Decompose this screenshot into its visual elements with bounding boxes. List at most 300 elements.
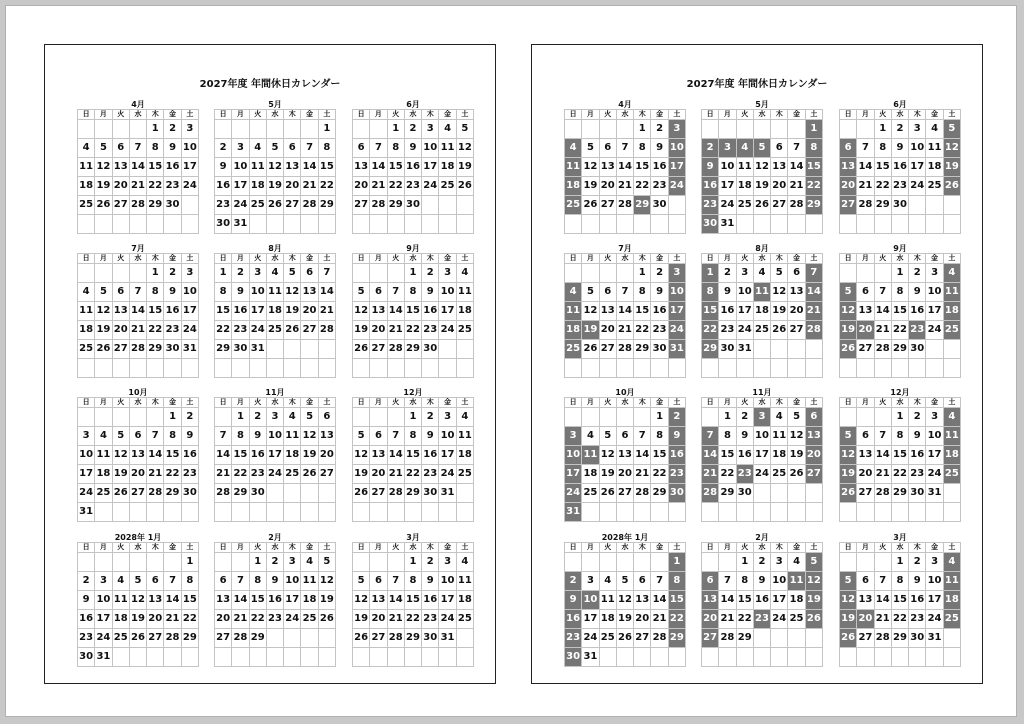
day-cell: 10 — [266, 427, 283, 446]
empty-cell — [582, 264, 599, 283]
month-title: 2月 — [755, 533, 769, 542]
day-cell: 4 — [95, 427, 112, 446]
month-calendar — [77, 533, 199, 667]
empty-cell — [95, 553, 112, 572]
weekday-header: 木 — [909, 254, 926, 264]
day-cell: 7 — [129, 283, 146, 302]
empty-cell — [215, 408, 232, 427]
day-cell: 2 — [164, 264, 181, 283]
empty-cell — [439, 196, 456, 215]
weekday-header: 金 — [439, 543, 456, 553]
weekday-header: 土 — [668, 543, 685, 553]
day-cell: 27 — [857, 629, 874, 648]
day-cell: 29 — [232, 484, 249, 503]
empty-cell — [599, 359, 616, 378]
day-cell: 21 — [616, 177, 633, 196]
day-cell: 10 — [736, 283, 753, 302]
holiday-cell: 26 — [840, 484, 857, 503]
day-cell: 21 — [232, 610, 249, 629]
day-cell: 3 — [909, 120, 926, 139]
day-cell: 21 — [387, 321, 404, 340]
holiday-cell: 16 — [668, 446, 685, 465]
day-cell: 26 — [353, 340, 370, 359]
empty-cell — [387, 215, 404, 234]
empty-cell — [616, 215, 633, 234]
day-cell: 3 — [771, 553, 788, 572]
day-cell: 26 — [95, 196, 112, 215]
day-cell: 16 — [215, 177, 232, 196]
empty-cell — [215, 503, 232, 522]
day-cell: 11 — [284, 427, 301, 446]
day-cell: 19 — [599, 465, 616, 484]
day-cell: 27 — [215, 629, 232, 648]
day-cell: 13 — [215, 591, 232, 610]
day-cell: 6 — [771, 139, 788, 158]
day-cell: 18 — [95, 465, 112, 484]
day-cell: 1 — [232, 408, 249, 427]
weekday-header: 水 — [266, 110, 283, 120]
weekday-header: 日 — [353, 398, 370, 408]
month-calendar — [352, 533, 474, 667]
day-cell: 17 — [439, 446, 456, 465]
weekday-header: 土 — [181, 398, 198, 408]
weekday-header: 金 — [439, 398, 456, 408]
month-title: 2028年 1月 — [114, 533, 162, 542]
day-cell: 10 — [926, 572, 943, 591]
day-cell: 18 — [926, 158, 943, 177]
empty-cell — [736, 359, 753, 378]
weekday-header: 金 — [439, 110, 456, 120]
day-cell: 15 — [891, 302, 908, 321]
day-cell: 15 — [147, 302, 164, 321]
day-cell: 17 — [771, 591, 788, 610]
day-cell: 15 — [147, 158, 164, 177]
day-cell: 5 — [95, 283, 112, 302]
weekday-header: 土 — [318, 110, 335, 120]
day-cell: 24 — [439, 465, 456, 484]
empty-cell — [387, 359, 404, 378]
holiday-cell: 15 — [668, 591, 685, 610]
day-cell: 10 — [771, 572, 788, 591]
empty-cell — [943, 359, 960, 378]
holiday-cell: 12 — [840, 446, 857, 465]
empty-cell — [753, 629, 770, 648]
weekday-header: 土 — [668, 398, 685, 408]
day-cell: 17 — [284, 591, 301, 610]
month-title: 12月 — [403, 388, 423, 397]
day-cell: 31 — [181, 340, 198, 359]
day-cell: 12 — [318, 572, 335, 591]
day-cell: 11 — [456, 283, 473, 302]
empty-cell — [301, 484, 318, 503]
day-cell: 21 — [874, 610, 891, 629]
day-cell: 27 — [112, 196, 129, 215]
weekday-header: 月 — [370, 543, 387, 553]
empty-cell — [353, 408, 370, 427]
empty-cell — [301, 215, 318, 234]
weekday-header: 水 — [891, 398, 908, 408]
weekday-header: 水 — [891, 543, 908, 553]
day-cell: 16 — [651, 302, 668, 321]
month-calendar — [352, 388, 474, 522]
day-cell: 20 — [353, 177, 370, 196]
holiday-cell: 13 — [805, 427, 822, 446]
day-cell: 10 — [439, 283, 456, 302]
holiday-cell: 21 — [702, 465, 719, 484]
empty-cell — [753, 340, 770, 359]
empty-cell — [301, 120, 318, 139]
weekday-header: 金 — [926, 110, 943, 120]
day-cell: 19 — [753, 177, 770, 196]
day-cell: 16 — [909, 446, 926, 465]
month-title: 3月 — [893, 533, 907, 542]
day-cell: 5 — [616, 572, 633, 591]
day-cell: 7 — [387, 427, 404, 446]
day-cell: 14 — [129, 302, 146, 321]
day-cell: 20 — [318, 446, 335, 465]
holiday-cell: 5 — [943, 120, 960, 139]
holiday-cell: 8 — [805, 139, 822, 158]
day-cell: 2 — [753, 553, 770, 572]
day-cell: 24 — [736, 321, 753, 340]
day-cell: 22 — [651, 465, 668, 484]
weekday-header: 金 — [788, 543, 805, 553]
day-cell: 25 — [599, 629, 616, 648]
day-cell: 27 — [634, 629, 651, 648]
day-cell: 18 — [582, 465, 599, 484]
day-cell: 9 — [422, 572, 439, 591]
empty-cell — [456, 215, 473, 234]
day-cell: 3 — [422, 120, 439, 139]
day-cell: 3 — [736, 264, 753, 283]
day-cell: 4 — [788, 553, 805, 572]
day-cell: 29 — [215, 340, 232, 359]
day-cell: 13 — [112, 302, 129, 321]
month-day-grid — [701, 542, 823, 667]
day-cell: 19 — [582, 177, 599, 196]
month-title: 2028年 1月 — [601, 533, 649, 542]
day-cell: 15 — [891, 446, 908, 465]
day-cell: 25 — [249, 196, 266, 215]
day-cell: 11 — [78, 158, 95, 177]
month-day-grid — [701, 397, 823, 522]
empty-cell — [634, 408, 651, 427]
empty-cell — [456, 196, 473, 215]
month-calendar — [701, 388, 823, 522]
day-cell: 1 — [181, 553, 198, 572]
weekday-header: 水 — [616, 398, 633, 408]
holiday-cell: 11 — [788, 572, 805, 591]
day-cell: 30 — [651, 340, 668, 359]
day-cell: 5 — [95, 139, 112, 158]
weekday-header: 火 — [599, 110, 616, 120]
day-cell: 25 — [301, 610, 318, 629]
day-cell: 19 — [353, 610, 370, 629]
day-cell: 13 — [857, 446, 874, 465]
month-title: 4月 — [131, 100, 145, 109]
empty-cell — [857, 120, 874, 139]
empty-cell — [78, 264, 95, 283]
weekday-header: 日 — [353, 254, 370, 264]
day-cell: 21 — [129, 321, 146, 340]
empty-cell — [147, 648, 164, 667]
empty-cell — [771, 629, 788, 648]
empty-cell — [284, 340, 301, 359]
day-cell: 7 — [788, 139, 805, 158]
empty-cell — [164, 553, 181, 572]
day-cell: 24 — [78, 484, 95, 503]
empty-cell — [874, 408, 891, 427]
day-cell: 18 — [753, 302, 770, 321]
empty-cell — [857, 264, 874, 283]
day-cell: 24 — [181, 321, 198, 340]
day-cell: 3 — [926, 553, 943, 572]
day-cell: 21 — [147, 465, 164, 484]
weekday-header: 水 — [266, 398, 283, 408]
day-cell: 24 — [439, 610, 456, 629]
empty-cell — [840, 359, 857, 378]
day-cell: 30 — [422, 340, 439, 359]
day-cell: 6 — [857, 572, 874, 591]
day-cell: 12 — [788, 427, 805, 446]
weekday-header: 水 — [753, 398, 770, 408]
holiday-cell: 15 — [702, 302, 719, 321]
day-cell: 28 — [387, 484, 404, 503]
day-cell: 7 — [719, 572, 736, 591]
day-cell: 14 — [387, 446, 404, 465]
day-cell: 2 — [164, 120, 181, 139]
day-cell: 24 — [753, 465, 770, 484]
day-cell: 29 — [249, 629, 266, 648]
day-cell: 17 — [78, 465, 95, 484]
holiday-cell: 26 — [805, 610, 822, 629]
empty-cell — [874, 648, 891, 667]
day-cell: 11 — [599, 591, 616, 610]
empty-cell — [788, 503, 805, 522]
month-title: 12月 — [890, 388, 910, 397]
day-cell: 14 — [857, 158, 874, 177]
day-cell: 17 — [736, 302, 753, 321]
empty-cell — [926, 359, 943, 378]
day-cell: 2 — [249, 408, 266, 427]
day-cell: 2 — [78, 572, 95, 591]
day-cell: 6 — [353, 139, 370, 158]
day-cell: 18 — [456, 446, 473, 465]
holiday-cell: 24 — [668, 321, 685, 340]
weekday-header: 火 — [112, 254, 129, 264]
day-cell: 6 — [370, 283, 387, 302]
day-cell: 27 — [112, 340, 129, 359]
day-cell: 8 — [634, 283, 651, 302]
empty-cell — [181, 648, 198, 667]
day-cell: 13 — [857, 591, 874, 610]
day-cell: 22 — [891, 465, 908, 484]
weekday-header: 土 — [181, 110, 198, 120]
day-cell: 1 — [318, 120, 335, 139]
weekday-header: 木 — [284, 110, 301, 120]
month-day-grid — [214, 397, 336, 522]
holiday-cell: 6 — [702, 572, 719, 591]
empty-cell — [456, 629, 473, 648]
holiday-cell: 25 — [943, 465, 960, 484]
empty-cell — [301, 629, 318, 648]
day-cell: 21 — [634, 465, 651, 484]
day-cell: 1 — [147, 264, 164, 283]
holiday-cell: 7 — [805, 264, 822, 283]
day-cell: 7 — [232, 572, 249, 591]
weekday-header: 水 — [129, 254, 146, 264]
empty-cell — [112, 553, 129, 572]
day-cell: 25 — [284, 465, 301, 484]
holiday-cell: 31 — [668, 340, 685, 359]
empty-cell — [805, 215, 822, 234]
day-cell: 1 — [634, 120, 651, 139]
weekday-header: 日 — [215, 398, 232, 408]
day-cell: 14 — [874, 302, 891, 321]
month-calendar — [352, 244, 474, 378]
weekday-header: 水 — [616, 110, 633, 120]
weekday-header: 日 — [78, 543, 95, 553]
day-cell: 10 — [439, 427, 456, 446]
empty-cell — [719, 648, 736, 667]
empty-cell — [788, 340, 805, 359]
day-cell: 25 — [95, 484, 112, 503]
day-cell: 24 — [284, 610, 301, 629]
weekday-header: 月 — [95, 398, 112, 408]
empty-cell — [422, 196, 439, 215]
day-cell: 11 — [456, 572, 473, 591]
day-cell: 12 — [301, 427, 318, 446]
day-cell: 24 — [926, 321, 943, 340]
empty-cell — [112, 648, 129, 667]
holiday-cell: 18 — [943, 446, 960, 465]
weekday-header: 月 — [857, 254, 874, 264]
empty-cell — [909, 648, 926, 667]
day-cell: 16 — [164, 158, 181, 177]
empty-cell — [651, 359, 668, 378]
empty-cell — [616, 553, 633, 572]
empty-cell — [616, 264, 633, 283]
day-cell: 16 — [909, 302, 926, 321]
day-cell: 11 — [78, 302, 95, 321]
day-cell: 26 — [456, 177, 473, 196]
day-cell: 28 — [387, 629, 404, 648]
holiday-cell: 3 — [719, 139, 736, 158]
day-cell: 10 — [909, 139, 926, 158]
weekday-header: 木 — [909, 110, 926, 120]
day-cell: 30 — [404, 196, 421, 215]
day-cell: 8 — [891, 427, 908, 446]
day-cell: 18 — [301, 591, 318, 610]
holiday-cell: 19 — [840, 321, 857, 340]
day-cell: 6 — [857, 283, 874, 302]
day-cell: 7 — [129, 139, 146, 158]
day-cell: 6 — [147, 572, 164, 591]
empty-cell — [771, 503, 788, 522]
empty-cell — [805, 484, 822, 503]
empty-cell — [840, 648, 857, 667]
day-cell: 16 — [404, 158, 421, 177]
holiday-cell: 15 — [805, 158, 822, 177]
empty-cell — [926, 215, 943, 234]
day-cell: 8 — [719, 427, 736, 446]
day-cell: 19 — [353, 465, 370, 484]
day-cell: 18 — [456, 591, 473, 610]
weekday-header: 火 — [874, 543, 891, 553]
day-cell: 23 — [78, 629, 95, 648]
month-day-grid — [352, 542, 474, 667]
holiday-cell: 30 — [702, 215, 719, 234]
day-cell: 22 — [736, 610, 753, 629]
day-cell: 23 — [422, 465, 439, 484]
month-day-grid — [214, 253, 336, 378]
weekday-header: 土 — [805, 543, 822, 553]
day-cell: 30 — [164, 340, 181, 359]
day-cell: 24 — [95, 629, 112, 648]
empty-cell — [788, 484, 805, 503]
day-cell: 21 — [387, 610, 404, 629]
empty-cell — [909, 359, 926, 378]
day-cell: 21 — [129, 177, 146, 196]
day-cell: 14 — [387, 302, 404, 321]
day-cell: 13 — [599, 302, 616, 321]
empty-cell — [215, 648, 232, 667]
empty-cell — [370, 408, 387, 427]
day-cell: 29 — [634, 340, 651, 359]
empty-cell — [370, 648, 387, 667]
empty-cell — [266, 340, 283, 359]
weekday-header: 土 — [318, 398, 335, 408]
empty-cell — [422, 648, 439, 667]
holiday-cell: 17 — [565, 465, 582, 484]
weekday-header: 水 — [753, 543, 770, 553]
day-cell: 27 — [857, 484, 874, 503]
day-cell: 7 — [387, 283, 404, 302]
empty-cell — [78, 553, 95, 572]
day-cell: 16 — [891, 158, 908, 177]
empty-cell — [668, 215, 685, 234]
empty-cell — [874, 215, 891, 234]
day-cell: 20 — [301, 302, 318, 321]
day-cell: 12 — [771, 283, 788, 302]
weekday-header: 金 — [164, 110, 181, 120]
weekday-header: 日 — [702, 543, 719, 553]
holiday-cell: 13 — [702, 591, 719, 610]
day-cell: 1 — [634, 264, 651, 283]
holiday-cell: 25 — [943, 321, 960, 340]
weekday-header: 土 — [456, 110, 473, 120]
day-cell: 2 — [909, 553, 926, 572]
day-cell: 22 — [891, 321, 908, 340]
empty-cell — [422, 359, 439, 378]
day-cell: 8 — [387, 139, 404, 158]
day-cell: 21 — [164, 610, 181, 629]
day-cell: 8 — [249, 572, 266, 591]
month-calendar — [839, 100, 961, 234]
weekday-header: 日 — [78, 110, 95, 120]
day-cell: 17 — [719, 177, 736, 196]
weekday-header: 月 — [370, 254, 387, 264]
weekday-header: 金 — [301, 254, 318, 264]
day-cell: 23 — [909, 465, 926, 484]
day-cell: 18 — [771, 446, 788, 465]
day-cell: 28 — [616, 196, 633, 215]
day-cell: 2 — [909, 408, 926, 427]
holiday-cell: 3 — [753, 408, 770, 427]
day-cell: 29 — [874, 196, 891, 215]
day-cell: 18 — [266, 302, 283, 321]
weekday-header: 金 — [788, 398, 805, 408]
